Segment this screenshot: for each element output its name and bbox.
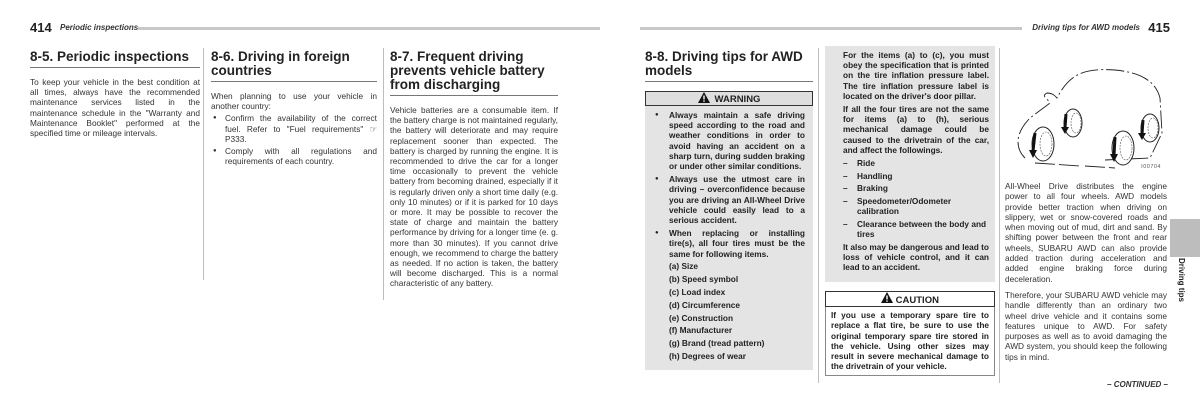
warning-body-continued xyxy=(825,46,995,282)
chapter-tab-label xyxy=(1173,258,1197,308)
column-divider xyxy=(999,48,1000,383)
section-foreign-countries xyxy=(211,50,377,166)
warning-bullet: ● Always maintain a safe driving speed according to the road and weather conditions in order to avoid having an accident on a sharp turn, during sudden braking or under other similar conditions. xyxy=(653,110,805,171)
section-heading: 8-7. Frequent driving prevents vehicle battery from discharging xyxy=(390,50,558,96)
section-heading: 8-8. Driving tips for AWD models xyxy=(645,50,813,82)
caution-label: CAUTION xyxy=(895,295,939,306)
warning-body xyxy=(645,106,813,370)
caution-header xyxy=(825,291,995,307)
figure-id: I00704 xyxy=(1141,164,1161,170)
warning-bullet-text: When replacing or installing tire(s), all four tires must be the same for following items. xyxy=(669,228,805,259)
tire-item: (d) Circumference xyxy=(669,299,741,310)
left-page-header xyxy=(30,20,600,36)
warning-header xyxy=(645,91,813,106)
section-intro: When planning to use your vehicle in another country: xyxy=(211,91,377,112)
awd-figure xyxy=(1005,48,1165,176)
bullet-list xyxy=(211,113,377,166)
section-body: Vehicle batteries are a consumable item. If the battery charge is not maintained regularly, the battery will deteriorate and may require replacement sooner than expected. The battery is charged by running the engine. It is recommended to drive the car for a longer time occasionally to prevent the vehicle battery from becoming drained, especially if it is regularly driven only a short time daily (e.g. only 10 minutes) or if it is parked for 10 days or more. It may be possible to recover the state of charge and maintain the battery performance by driving for a longer time (e. g. more than 30 minutes). If you cannot drive enough, we recommend to charge the battery as needed. If no action is taken, the battery will become discharged. This is a normal characteristic of any battery. xyxy=(390,105,558,289)
affected-item: – Ride xyxy=(843,158,989,168)
paragraph: Therefore, your SUBARU AWD vehicle may handle differently than an ordinary two wheel drive vehicle and it contains some features unique to AWD. For safety purposes as well as to avoid damaging the AWD system, you should keep the following tips in mind. xyxy=(1005,289,1167,362)
right-page xyxy=(600,0,1200,402)
warning-continuation xyxy=(825,46,995,376)
paragraph: All-Wheel Drive distributes the engine power to all four wheels. AWD models provide better traction when driving on slippery, wet or snow-covered roads and when moving out of mud, dirt and sand. By shifting power between the front and rear wheels, SUBARU AWD can also provide added traction during acceleration and added engine braking force during deceleration. xyxy=(1005,181,1167,284)
section-awd-tips xyxy=(645,50,813,370)
chapter-tab-text: Driving tips xyxy=(1177,258,1186,303)
affected-item: – Speedometer/Odometer calibration xyxy=(843,196,989,216)
tire-item: (e) Construction xyxy=(669,312,734,323)
tire-item: (b) Speed symbol xyxy=(669,274,739,285)
section-periodic-inspections xyxy=(30,50,200,138)
tire-item: (g) Brand (tread pattern) xyxy=(669,338,765,349)
header-rule xyxy=(640,27,1022,30)
list-item: ● Confirm the availability of the correct fuel. Refer to "Fuel requirements" ☞P333. xyxy=(211,113,377,144)
header-rule xyxy=(138,27,600,30)
warning-closing: It also may be dangerous and lead to loss of vehicle control, and it can lead to an accident. xyxy=(843,241,989,273)
continued-label: – CONTINUED – xyxy=(1107,380,1168,389)
list-item: ● Comply with all regulations and requirements of each country. xyxy=(211,146,377,166)
warning-label: WARNING xyxy=(714,94,761,105)
column-divider xyxy=(203,48,204,280)
warning-bullet xyxy=(653,228,805,361)
awd-description xyxy=(1005,181,1167,362)
warning-bullet: ● Always use the utmost care in driving – overconfidence because you are driving an All-Wheel Drive vehicle could easily lead to a serious accident. xyxy=(653,174,805,225)
affected-list xyxy=(843,158,989,239)
affected-item: – Handling xyxy=(843,171,989,181)
tire-item: (f) Manufacturer xyxy=(669,325,733,336)
affected-item: – Braking xyxy=(843,183,989,193)
awd-car-illustration xyxy=(1005,48,1165,176)
column-divider xyxy=(818,48,819,383)
chapter-tab xyxy=(1170,219,1200,257)
column-divider xyxy=(383,48,384,300)
page-number: 414 xyxy=(30,20,52,35)
section-body: To keep your vehicle in the best condition at all times, always have the recommended maintenance services listed in the maintenance schedule in the "Warranty and Maintenance Booklet" performed at the specified time or mileage intervals. xyxy=(30,77,200,139)
caution-body: If you use a temporary spare tire to replace a flat tire, be sure to use the original temporary spare tire stored in the vehicle. Using other sizes may result in severe mechanical damage to the drivetrain of your vehicle. xyxy=(825,307,995,376)
page-number: 415 xyxy=(1148,20,1170,35)
wheel-rear-left xyxy=(1061,109,1082,137)
tire-item: (h) Degrees of wear xyxy=(669,351,746,362)
tire-item: (c) Load index xyxy=(669,287,726,298)
section-heading: 8-6. Driving in foreign countries xyxy=(211,50,377,82)
right-page-header xyxy=(640,20,1170,36)
warning-triangle-icon xyxy=(881,295,896,306)
wheel-front-right xyxy=(1110,131,1134,165)
section-heading: 8-5. Periodic inspections xyxy=(30,50,200,68)
wheel-rear-right xyxy=(1138,114,1159,142)
warning-paragraph: For the items (a) to (c), you must obey the specification that is printed on the tire inflation pressure label. The tire inflation pressure label is located on the driver's door pillar. xyxy=(843,50,989,101)
running-title: Driving tips for AWD models xyxy=(1032,23,1140,32)
running-title: Periodic inspections xyxy=(60,23,139,32)
tire-items-list xyxy=(669,261,805,361)
wheel-front-left xyxy=(1029,127,1054,161)
tire-item: (a) Size xyxy=(669,261,699,272)
affected-item: – Clearance between the body and tires xyxy=(843,219,989,239)
warning-triangle-icon xyxy=(698,92,710,107)
warning-paragraph: If all the four tires are not the same for items (a) to (h), serious mechanical damage could be caused to the drivetrain of the car, and affect the followings. xyxy=(843,104,989,155)
section-battery xyxy=(390,50,558,289)
